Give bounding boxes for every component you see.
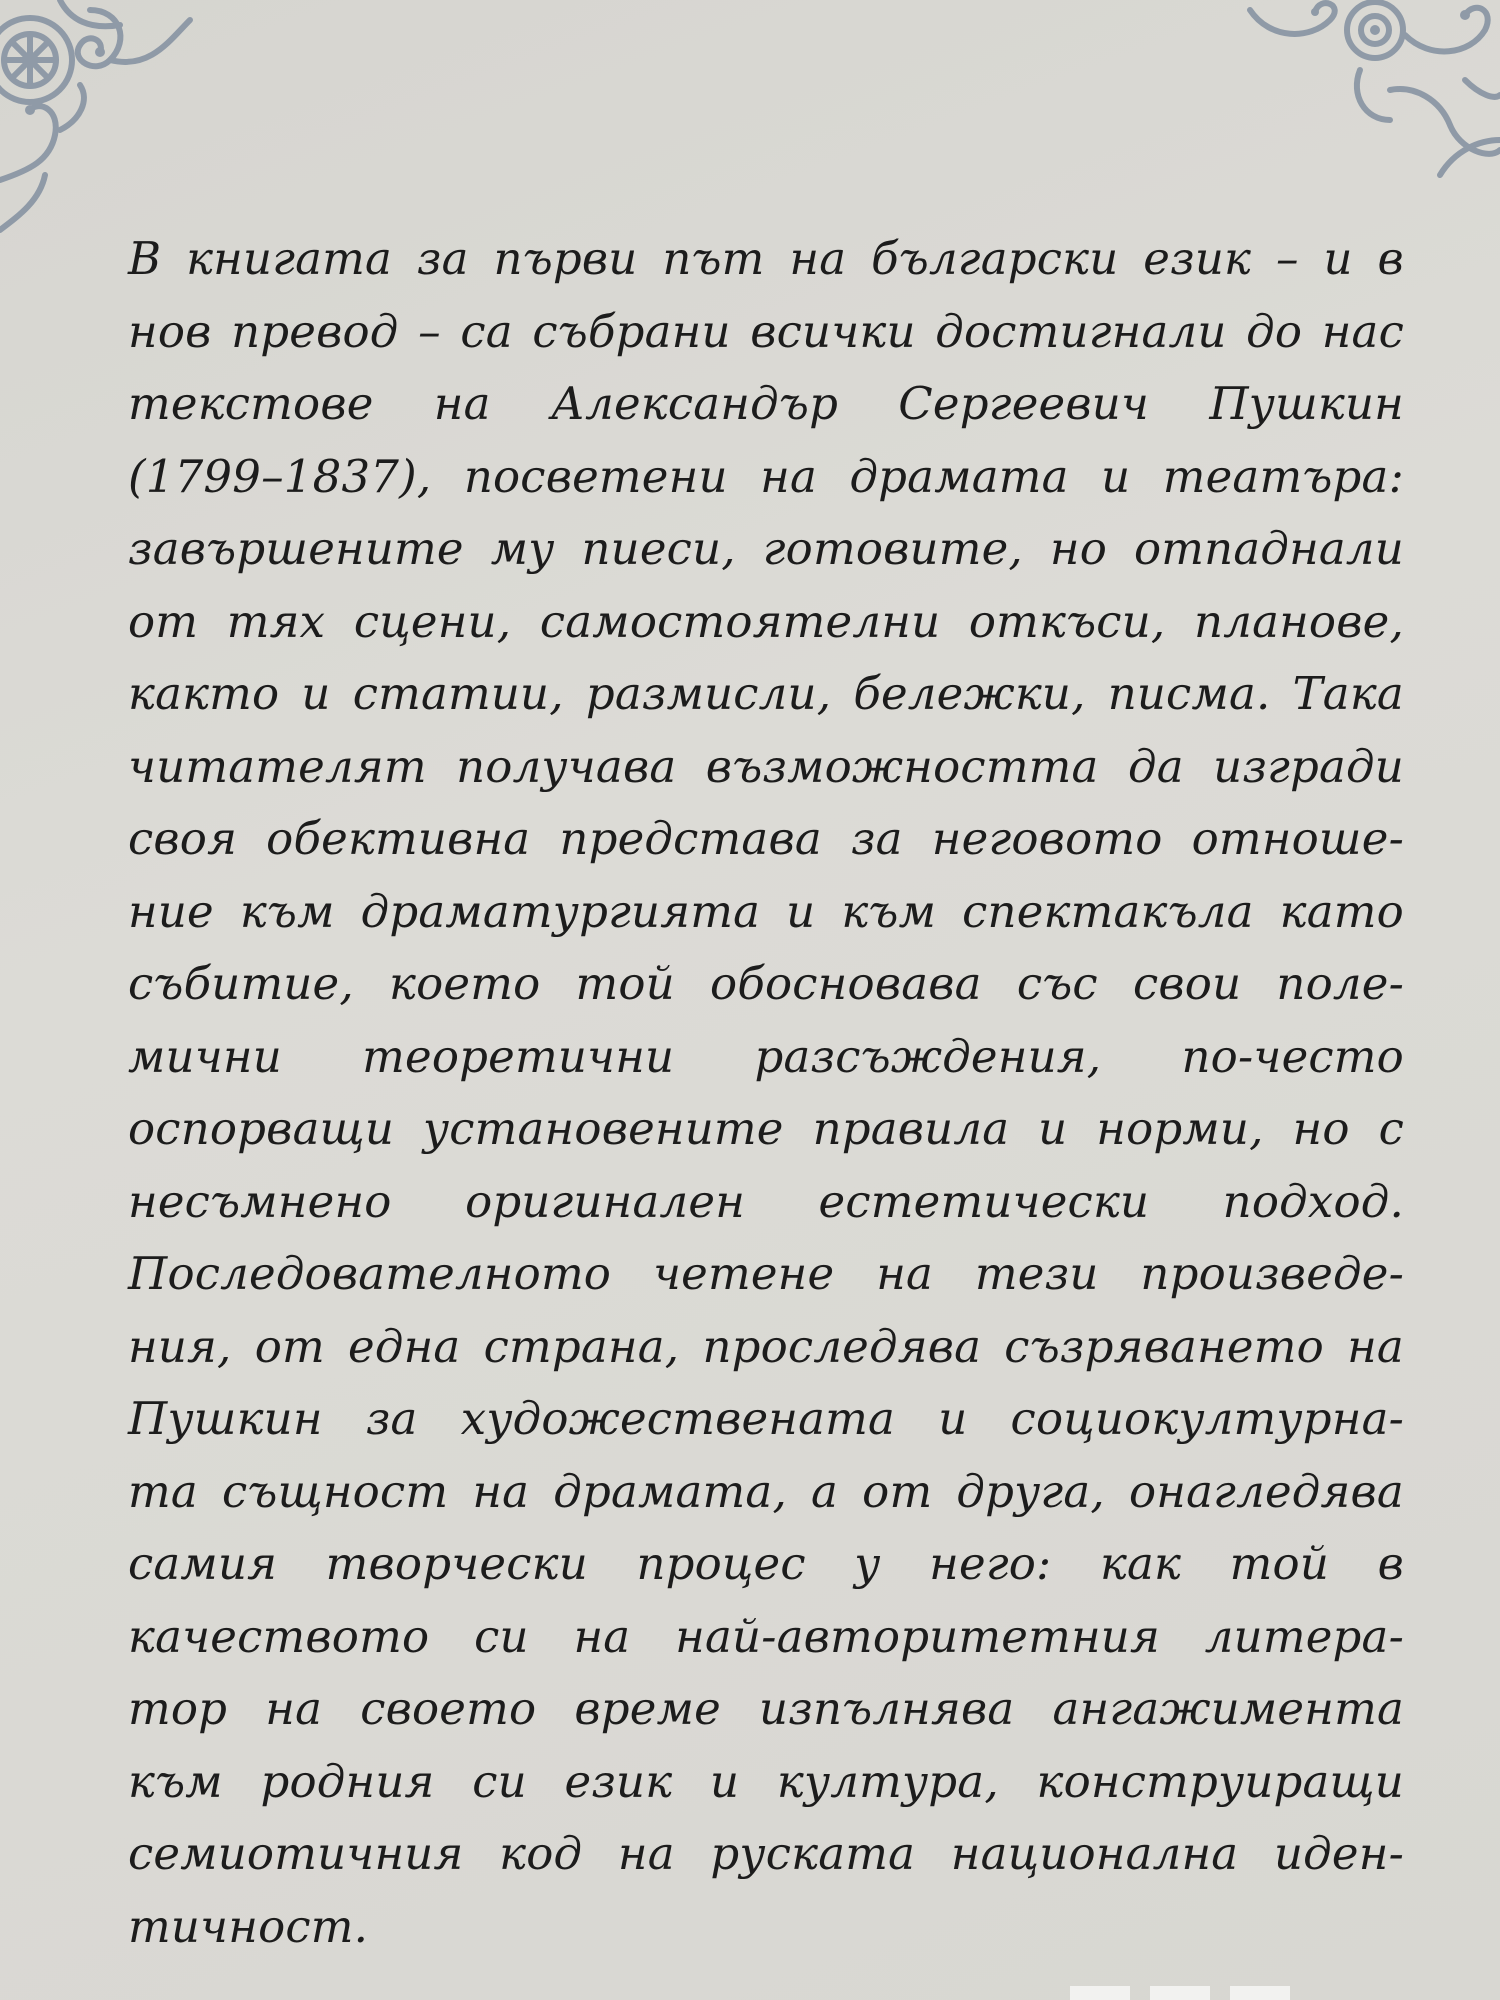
text-line — [128, 1827, 1404, 1900]
text-line — [128, 1392, 1404, 1465]
word: откъси, — [968, 594, 1166, 648]
word: драматургията — [360, 884, 761, 938]
word: и — [1038, 1102, 1068, 1155]
word: същност — [221, 1464, 449, 1518]
word: и — [938, 1392, 968, 1445]
word: представа — [559, 812, 822, 865]
word: творчески — [325, 1537, 588, 1590]
text-line — [128, 1900, 1404, 1973]
word: български — [871, 232, 1119, 285]
word: от — [862, 1464, 933, 1518]
word: към — [239, 884, 335, 938]
word: руската — [710, 1827, 916, 1880]
word: пиеси, — [581, 522, 736, 575]
word: подход. — [1222, 1174, 1404, 1228]
word: на — [760, 449, 817, 503]
word: оспорващи — [128, 1102, 395, 1155]
word: – — [1275, 232, 1299, 285]
word: отноше- — [1191, 812, 1404, 865]
text-line — [128, 377, 1404, 450]
word: конструиращи — [1036, 1754, 1404, 1808]
word: като — [1279, 884, 1404, 938]
word: Пушкин — [1209, 377, 1404, 430]
word: него: — [929, 1537, 1052, 1590]
word: драмата — [849, 449, 1069, 503]
word: от — [254, 1319, 325, 1373]
word: и — [1323, 232, 1353, 285]
word: произведе- — [1140, 1247, 1404, 1300]
word: четене — [652, 1247, 835, 1300]
word: си — [472, 1754, 527, 1808]
word: към — [128, 1754, 223, 1808]
word: път — [662, 232, 765, 285]
word: несъмнено — [128, 1174, 392, 1228]
text-line — [128, 1682, 1404, 1755]
word: отпаднали — [1133, 522, 1404, 575]
word: ангажимента — [1052, 1682, 1404, 1735]
word: първи — [493, 232, 638, 285]
word: на — [433, 377, 491, 430]
word: ния, — [128, 1319, 232, 1373]
word: качеството — [128, 1609, 430, 1663]
word: разсъждения, — [754, 1029, 1102, 1083]
word: норми, — [1096, 1102, 1264, 1155]
word: и — [710, 1754, 740, 1808]
word: на — [1347, 1319, 1404, 1373]
text-line — [128, 1175, 1404, 1248]
word: сцени, — [353, 594, 512, 648]
word: за — [850, 812, 903, 865]
word: – — [418, 304, 441, 358]
word: театъра: — [1162, 449, 1404, 503]
word: художествената — [460, 1392, 896, 1445]
word: Сергеевич — [898, 377, 1150, 430]
word: ние — [128, 884, 214, 938]
word: към — [841, 884, 937, 938]
word: възможността — [705, 739, 1099, 793]
word: теоретични — [362, 1029, 675, 1083]
word: събрани — [532, 304, 731, 358]
word: на — [789, 232, 847, 285]
word: най-авторитетния — [675, 1609, 1160, 1663]
word: поле- — [1276, 957, 1404, 1010]
word: и — [301, 667, 331, 720]
word: тичност. — [128, 1899, 369, 1953]
word: мични — [128, 1029, 282, 1083]
word: друга, — [956, 1464, 1105, 1518]
word: драмата, — [553, 1464, 787, 1518]
word: иден- — [1274, 1827, 1404, 1880]
word: готовите, — [762, 522, 1023, 575]
word: по-често — [1181, 1029, 1404, 1083]
word: на — [472, 1464, 530, 1518]
word: семиотичния — [128, 1827, 464, 1880]
word: как — [1099, 1537, 1182, 1590]
text-line — [128, 667, 1404, 740]
word: в — [1377, 1537, 1404, 1590]
word: социокултурна- — [1010, 1392, 1404, 1445]
corner-ornament-right-icon — [1240, 0, 1500, 180]
word: тези — [974, 1247, 1099, 1300]
word: читателят — [128, 739, 427, 793]
word: със — [1016, 957, 1098, 1010]
word: самия — [128, 1537, 278, 1590]
word: бележки, — [853, 667, 1086, 720]
word: та — [128, 1464, 198, 1518]
word: както — [128, 667, 280, 720]
word: проследява — [702, 1319, 982, 1373]
word: да — [1128, 739, 1184, 793]
word: установените — [422, 1102, 784, 1155]
text-line — [128, 957, 1404, 1030]
text-line — [128, 885, 1404, 958]
word: онагледява — [1129, 1464, 1404, 1518]
word: изпълнява — [759, 1682, 1015, 1735]
word: планове, — [1194, 594, 1404, 648]
text-line — [128, 812, 1404, 885]
word: тор — [128, 1682, 228, 1735]
word: Пушкин — [128, 1392, 323, 1445]
word: култура, — [776, 1754, 999, 1808]
word: на — [573, 1609, 631, 1663]
word: (1799–1837), — [128, 449, 432, 503]
word: на — [617, 1827, 675, 1880]
word: на — [876, 1247, 934, 1300]
text-line — [128, 232, 1404, 305]
word: нов — [128, 304, 212, 358]
text-line — [128, 1755, 1404, 1828]
word: свои — [1132, 957, 1242, 1010]
word: Последователното — [128, 1247, 612, 1300]
word: си — [474, 1609, 529, 1663]
text-line — [128, 1030, 1404, 1103]
text-line — [128, 305, 1404, 378]
word: Така — [1292, 667, 1404, 720]
text-line — [128, 740, 1404, 813]
word: обосновава — [710, 957, 982, 1010]
word: процес — [636, 1537, 806, 1590]
word: но — [1049, 522, 1108, 575]
word: В — [128, 232, 162, 285]
word: получава — [456, 739, 677, 793]
word: своя — [128, 812, 238, 865]
word: на — [265, 1682, 323, 1735]
word: обективна — [266, 812, 531, 865]
word: превод — [231, 304, 399, 358]
word: страна, — [483, 1319, 680, 1373]
corner-ornament-left-icon — [0, 0, 200, 240]
word: книгата — [186, 232, 393, 285]
word: своето — [360, 1682, 537, 1735]
word: език — [564, 1754, 673, 1808]
word: той — [1229, 1537, 1330, 1590]
word: и — [1101, 449, 1131, 503]
text-line — [128, 595, 1404, 668]
word: всички — [750, 304, 916, 358]
word: литера- — [1204, 1609, 1404, 1663]
word: с — [1378, 1102, 1404, 1155]
word: от — [128, 594, 199, 648]
word: език — [1143, 232, 1252, 285]
word: размисли, — [585, 667, 832, 720]
text-line — [128, 450, 1404, 523]
word: статии, — [352, 667, 564, 720]
word: писма. — [1107, 667, 1271, 720]
word: национална — [950, 1827, 1239, 1880]
word: оригинален — [465, 1174, 746, 1228]
word: самостоятелни — [539, 594, 941, 648]
word: естетически — [818, 1174, 1150, 1228]
word: за — [365, 1392, 418, 1445]
bottom-edge-marks — [1070, 1986, 1330, 2000]
text-line — [128, 1465, 1404, 1538]
word: той — [575, 957, 675, 1010]
text-line — [128, 1537, 1404, 1610]
word: са — [460, 304, 513, 358]
word: у — [854, 1537, 881, 1590]
word: но — [1292, 1102, 1350, 1155]
word: родния — [260, 1754, 435, 1808]
word: изгради — [1213, 739, 1404, 793]
word: посветени — [463, 449, 728, 503]
word: събитие, — [128, 957, 354, 1010]
word: код — [499, 1827, 583, 1880]
word: неговото — [931, 812, 1163, 865]
word: и — [786, 884, 816, 938]
description-paragraph — [128, 232, 1404, 1972]
word: правила — [812, 1102, 1010, 1155]
word: текстове — [128, 377, 374, 430]
word: за — [416, 232, 469, 285]
word: съзряването — [1004, 1319, 1324, 1373]
word: нас — [1321, 304, 1404, 358]
word: Александър — [550, 377, 839, 430]
word: спектакъла — [962, 884, 1254, 938]
word: в — [1377, 232, 1404, 285]
word: което — [389, 957, 541, 1010]
word: до — [1246, 304, 1303, 358]
word: му — [490, 522, 555, 575]
text-line — [128, 522, 1404, 595]
word: достигнали — [935, 304, 1227, 358]
text-line — [128, 1610, 1404, 1683]
text-line — [128, 1320, 1404, 1393]
word: тях — [226, 594, 326, 648]
word: време — [574, 1682, 721, 1735]
word: а — [811, 1464, 839, 1518]
word: една — [348, 1319, 461, 1373]
text-line — [128, 1102, 1404, 1175]
text-line — [128, 1247, 1404, 1320]
word: завършените — [128, 522, 464, 575]
